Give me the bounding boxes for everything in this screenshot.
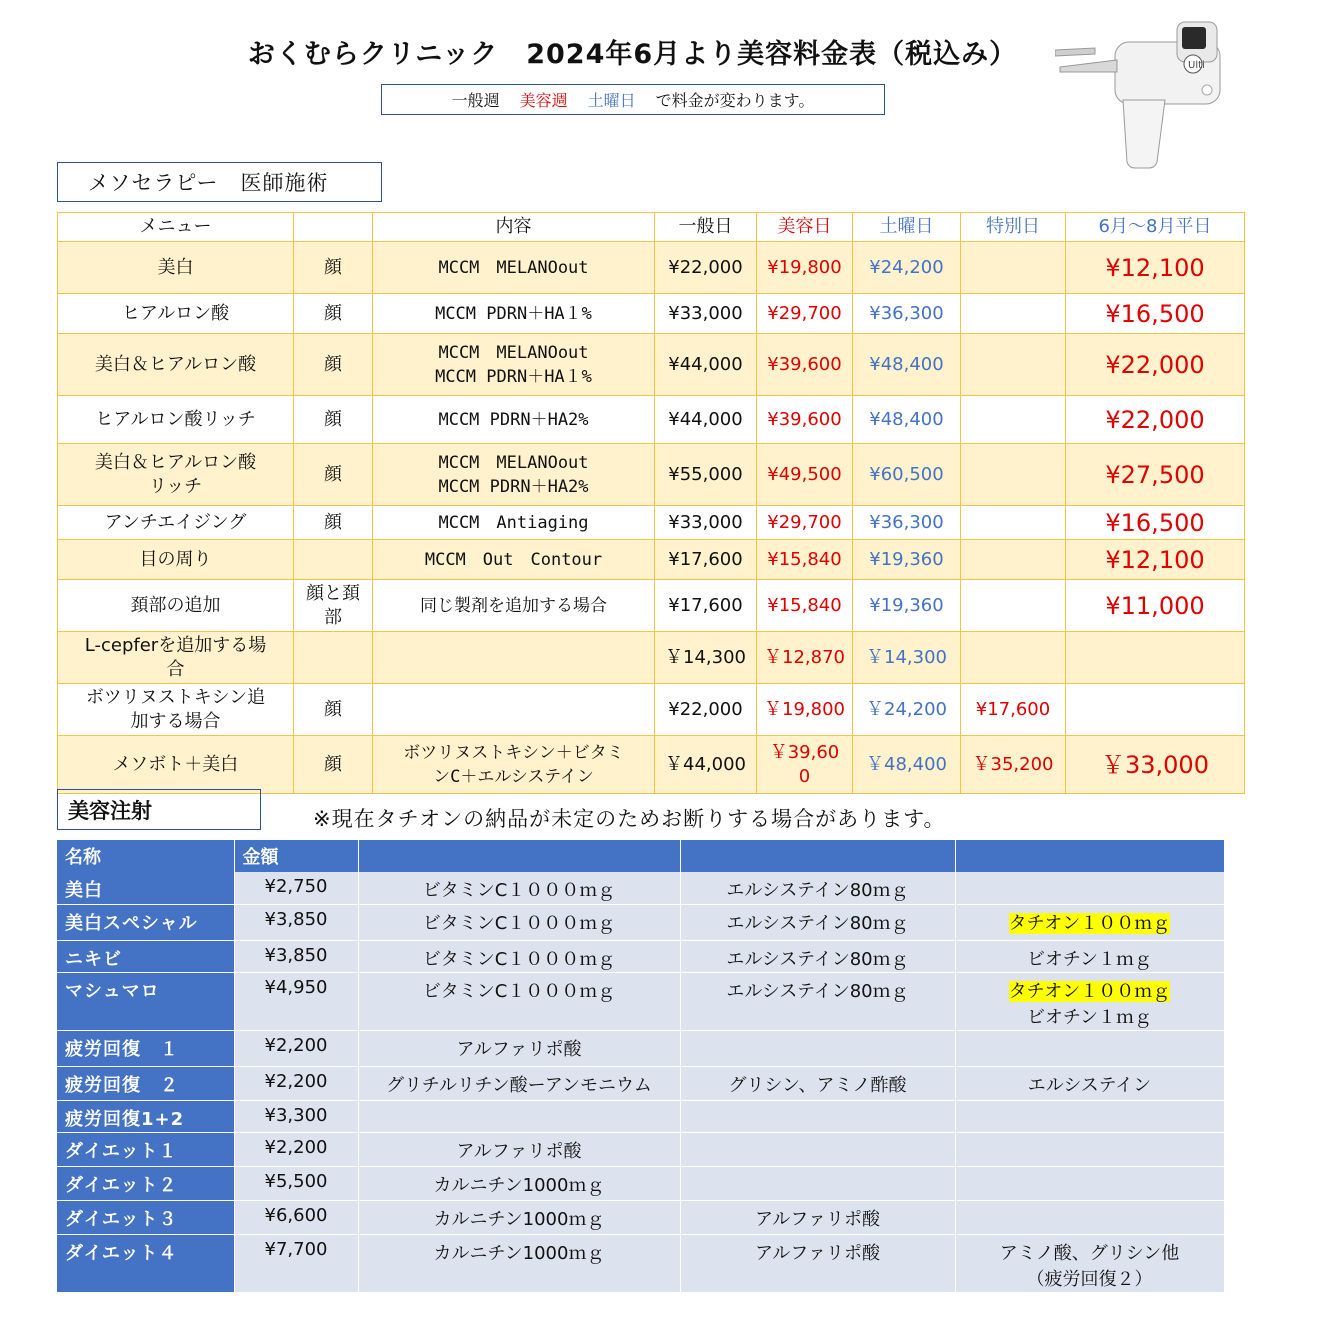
injection-price-cell: ¥4,950 — [234, 972, 358, 1030]
injection-ingredient1-cell: カルニチン1000ｍｇ — [358, 1200, 680, 1234]
injection-header-cell — [680, 840, 955, 872]
meso-menu-cell: メソボト＋美白 — [58, 736, 294, 794]
meso-header-cell: メニュー — [58, 213, 294, 242]
injection-header-cell: 名称 — [57, 840, 234, 872]
meso-summer-cell — [1066, 632, 1245, 684]
injection-price-cell: ¥2,200 — [234, 1132, 358, 1166]
injection-row — [57, 872, 1224, 904]
meso-saturday-cell: ￥24,200 — [853, 684, 961, 736]
meso-header-cell: 土曜日 — [853, 213, 961, 242]
meso-menu-cell: L-cepferを追加する場 合 — [58, 632, 294, 684]
meso-content-cell: MCCM MELANOout MCCM PDRN＋HA2% — [373, 444, 655, 506]
injection-ingredient3-cell — [955, 872, 1224, 904]
meso-summer-cell: ¥22,000 — [1066, 396, 1245, 444]
meso-special-cell: ¥17,600 — [961, 684, 1066, 736]
injection-ingredient1-cell: ビタミンC１０００ｍｇ — [358, 972, 680, 1030]
injection-ingredient2-cell — [680, 1132, 955, 1166]
meso-menu-cell: ボツリヌストキシン追 加する場合 — [58, 684, 294, 736]
injection-ingredient2-cell: エルシステイン80ｍｇ — [680, 972, 955, 1030]
meso-row — [58, 396, 1245, 444]
injection-ingredient2-cell: アルファリポ酸 — [680, 1200, 955, 1234]
meso-content-cell — [373, 632, 655, 684]
meso-special-cell — [961, 580, 1066, 632]
mesotherapy-section-title: メソセラピー 医師施術 — [57, 162, 382, 202]
injection-price-cell: ¥2,750 — [234, 872, 358, 904]
injection-ingredient1-cell: アルファリポ酸 — [358, 1030, 680, 1066]
brand-text: Ulti — [1188, 60, 1205, 71]
meso-area-cell: 顔 — [294, 736, 373, 794]
ingredient3-text: ビオチン１ｍｇ — [1026, 948, 1153, 970]
injection-ingredient1-cell: ビタミンC１０００ｍｇ — [358, 904, 680, 940]
meso-row — [58, 540, 1245, 580]
meso-header-cell: 6月～8月平日 — [1066, 213, 1245, 242]
injection-row — [57, 1030, 1224, 1066]
ingredient3-text: タチオン１００ｍｇ — [1008, 912, 1171, 934]
injection-price-cell: ¥5,500 — [234, 1166, 358, 1200]
meso-menu-cell: ヒアルロン酸リッチ — [58, 396, 294, 444]
injection-ingredient3-cell — [955, 940, 1224, 972]
meso-general-cell: ¥22,000 — [655, 684, 757, 736]
injection-ingredient2-cell — [680, 1030, 955, 1066]
injection-row — [57, 1166, 1224, 1200]
injection-name-cell: 疲労回復1+2 — [57, 1100, 234, 1132]
meso-content-cell: MCCM PDRN＋HA１% — [373, 294, 655, 334]
injection-ingredient2-cell — [680, 1166, 955, 1200]
injection-ingredient3-cell — [955, 1100, 1224, 1132]
injection-ingredient3-cell — [955, 1200, 1224, 1234]
meso-header-cell: 一般日 — [655, 213, 757, 242]
injection-name-cell: ダイエット２ — [57, 1166, 234, 1200]
injection-ingredient3-cell — [955, 1030, 1224, 1066]
meso-saturday-cell: ¥48,400 — [853, 396, 961, 444]
injection-ingredient2-cell — [680, 1100, 955, 1132]
meso-special-cell — [961, 294, 1066, 334]
meso-summer-cell: ¥16,500 — [1066, 294, 1245, 334]
meso-area-cell: 顔 — [294, 684, 373, 736]
meso-summer-cell: ¥27,500 — [1066, 444, 1245, 506]
meso-menu-cell: アンチエイジング — [58, 506, 294, 540]
meso-general-cell: ¥22,000 — [655, 242, 757, 294]
meso-special-cell — [961, 506, 1066, 540]
injection-row — [57, 1200, 1224, 1234]
notice-saturday: 土曜日 — [587, 91, 636, 110]
meso-header-cell: 特別日 — [961, 213, 1066, 242]
injection-name-cell: 美白 — [57, 872, 234, 904]
meso-summer-cell: ¥16,500 — [1066, 506, 1245, 540]
meso-beauty-cell: ¥29,700 — [757, 294, 853, 334]
meso-beauty-cell: ¥19,800 — [757, 242, 853, 294]
meso-special-cell: ￥35,200 — [961, 736, 1066, 794]
meso-general-cell: ¥44,000 — [655, 396, 757, 444]
mesotherapy-injector-gun-icon — [1055, 12, 1225, 172]
meso-saturday-cell: ¥19,360 — [853, 540, 961, 580]
injection-row — [57, 904, 1224, 940]
meso-content-cell: MCCM MELANOout MCCM PDRN＋HA１% — [373, 334, 655, 396]
mesotherapy-price-table — [57, 212, 1245, 794]
injection-row — [57, 1100, 1224, 1132]
meso-area-cell: 顔 — [294, 334, 373, 396]
meso-saturday-cell: ¥36,300 — [853, 506, 961, 540]
injection-row — [57, 1132, 1224, 1166]
meso-area-cell: 顔 — [294, 396, 373, 444]
injection-name-cell: ニキビ — [57, 940, 234, 972]
meso-special-cell — [961, 396, 1066, 444]
injection-ingredient1-cell: ビタミンC１０００ｍｇ — [358, 872, 680, 904]
notice-suffix: で料金が変わります。 — [655, 91, 815, 110]
injection-ingredient2-cell: エルシステイン80ｍｇ — [680, 940, 955, 972]
meso-beauty-cell: ¥29,700 — [757, 506, 853, 540]
injection-header-cell — [358, 840, 680, 872]
meso-area-cell: 顔 — [294, 294, 373, 334]
injection-name-cell: ダイエット４ — [57, 1234, 234, 1292]
meso-general-cell: ￥14,300 — [655, 632, 757, 684]
meso-menu-cell: 目の周り — [58, 540, 294, 580]
week-notice — [381, 84, 885, 115]
ingredient3-text: アミノ酸、グリシン他 — [999, 1242, 1180, 1264]
meso-beauty-cell: ￥19,800 — [757, 684, 853, 736]
injection-ingredient1-cell: カルニチン1000ｍｇ — [358, 1234, 680, 1292]
injection-ingredient1-cell: グリチルリチン酸ーアンモニウム — [358, 1066, 680, 1100]
injection-price-cell: ¥6,600 — [234, 1200, 358, 1234]
meso-general-cell: ￥44,000 — [655, 736, 757, 794]
injection-name-cell: ダイエット３ — [57, 1200, 234, 1234]
meso-summer-cell: ¥12,100 — [1066, 540, 1245, 580]
ingredient3-text: タチオン１００ｍｇ — [1008, 980, 1171, 1002]
meso-menu-cell: 美白 — [58, 242, 294, 294]
meso-special-cell — [961, 632, 1066, 684]
meso-beauty-cell: ¥15,840 — [757, 540, 853, 580]
injection-ingredient1-cell — [358, 1100, 680, 1132]
injection-ingredient2-cell: エルシステイン80ｍｇ — [680, 872, 955, 904]
injection-ingredient3-cell — [955, 1166, 1224, 1200]
injection-ingredient1-cell: ビタミンC１０００ｍｇ — [358, 940, 680, 972]
meso-general-cell: ¥44,000 — [655, 334, 757, 396]
injection-row — [57, 940, 1224, 972]
meso-row — [58, 294, 1245, 334]
meso-content-cell: MCCM PDRN＋HA2% — [373, 396, 655, 444]
injection-name-cell: ダイエット１ — [57, 1132, 234, 1166]
injection-ingredient1-cell: カルニチン1000ｍｇ — [358, 1166, 680, 1200]
meso-row — [58, 506, 1245, 540]
meso-saturday-cell: ¥60,500 — [853, 444, 961, 506]
injection-ingredient2-cell: エルシステイン80ｍｇ — [680, 904, 955, 940]
meso-special-cell — [961, 334, 1066, 396]
meso-summer-cell: ¥11,000 — [1066, 580, 1245, 632]
notice-beauty: 美容週 — [519, 91, 568, 110]
meso-content-cell: MCCM Antiaging — [373, 506, 655, 540]
notice-general: 一般週 — [451, 91, 500, 110]
meso-saturday-cell: ￥14,300 — [853, 632, 961, 684]
ingredient3-subtext: ビオチン１ｍｇ — [1026, 1006, 1153, 1028]
injection-header-row — [57, 840, 1224, 872]
injection-row — [57, 1234, 1224, 1292]
meso-row — [58, 632, 1245, 684]
meso-summer-cell: ¥12,100 — [1066, 242, 1245, 294]
meso-general-cell: ¥17,600 — [655, 540, 757, 580]
meso-row — [58, 684, 1245, 736]
meso-row — [58, 736, 1245, 794]
injection-row — [57, 972, 1224, 1030]
meso-menu-cell: 美白＆ヒアルロン酸 リッチ — [58, 444, 294, 506]
meso-saturday-cell: ¥36,300 — [853, 294, 961, 334]
meso-summer-cell — [1066, 684, 1245, 736]
meso-beauty-cell: ¥39,600 — [757, 334, 853, 396]
injection-price-cell: ¥3,850 — [234, 904, 358, 940]
injection-name-cell: 疲労回復 １ — [57, 1030, 234, 1066]
injection-ingredient2-cell: グリシン、アミノ酢酸 — [680, 1066, 955, 1100]
meso-header-cell: 美容日 — [757, 213, 853, 242]
injection-ingredient3-cell — [955, 972, 1224, 1030]
ingredient3-text: エルシステイン — [1027, 1074, 1152, 1096]
meso-area-cell — [294, 540, 373, 580]
meso-special-cell — [961, 242, 1066, 294]
meso-general-cell: ¥33,000 — [655, 294, 757, 334]
meso-beauty-cell: ¥15,840 — [757, 580, 853, 632]
injection-ingredient1-cell: アルファリポ酸 — [358, 1132, 680, 1166]
meso-area-cell — [294, 632, 373, 684]
meso-beauty-cell: ￥12,870 — [757, 632, 853, 684]
injection-name-cell: 美白スペシャル — [57, 904, 234, 940]
tathion-notice: ※現在タチオンの納品が未定のためお断りする場合があります。 — [313, 807, 946, 831]
meso-menu-cell: ヒアルロン酸 — [58, 294, 294, 334]
injection-price-cell: ¥2,200 — [234, 1066, 358, 1100]
meso-menu-cell: 頚部の追加 — [58, 580, 294, 632]
injection-ingredient3-cell — [955, 904, 1224, 940]
meso-area-cell: 顔 — [294, 506, 373, 540]
meso-row — [58, 444, 1245, 506]
injection-price-cell: ¥2,200 — [234, 1030, 358, 1066]
meso-content-cell: ボツリヌストキシン＋ビタミ ンC＋エルシステイン — [373, 736, 655, 794]
injection-header-cell — [955, 840, 1224, 872]
meso-beauty-cell: ¥49,500 — [757, 444, 853, 506]
meso-header-cell — [294, 213, 373, 242]
injection-ingredient3-cell — [955, 1132, 1224, 1166]
meso-summer-cell: ¥22,000 — [1066, 334, 1245, 396]
injection-name-cell: 疲労回復 ２ — [57, 1066, 234, 1100]
meso-general-cell: ¥55,000 — [655, 444, 757, 506]
meso-row — [58, 580, 1245, 632]
page-title: おくむらクリニック 2024年6月より美容料金表（税込み） — [247, 39, 1018, 70]
meso-row — [58, 334, 1245, 396]
meso-content-cell: MCCM Out Contour — [373, 540, 655, 580]
meso-content-cell: MCCM MELANOout — [373, 242, 655, 294]
meso-area-cell: 顔 — [294, 242, 373, 294]
meso-saturday-cell: ￥48,400 — [853, 736, 961, 794]
injection-row — [57, 1066, 1224, 1100]
injection-price-cell: ¥3,850 — [234, 940, 358, 972]
meso-row — [58, 242, 1245, 294]
meso-summer-cell: ￥33,000 — [1066, 736, 1245, 794]
meso-saturday-cell: ¥19,360 — [853, 580, 961, 632]
injection-price-cell: ¥3,300 — [234, 1100, 358, 1132]
meso-saturday-cell: ¥48,400 — [853, 334, 961, 396]
injection-ingredient3-cell — [955, 1234, 1224, 1292]
injection-section-title: 美容注射 — [57, 789, 261, 830]
meso-general-cell: ¥33,000 — [655, 506, 757, 540]
meso-content-cell: 同じ製剤を追加する場合 — [373, 580, 655, 632]
injection-ingredient2-cell: アルファリポ酸 — [680, 1234, 955, 1292]
meso-special-cell — [961, 444, 1066, 506]
injection-price-table — [57, 840, 1225, 1293]
meso-header-row — [58, 213, 1245, 242]
meso-beauty-cell: ￥39,60 0 — [757, 736, 853, 794]
meso-area-cell: 顔と頚 部 — [294, 580, 373, 632]
meso-header-cell: 内容 — [373, 213, 655, 242]
meso-area-cell: 顔 — [294, 444, 373, 506]
injection-header-cell: 金額 — [234, 840, 358, 872]
meso-beauty-cell: ¥39,600 — [757, 396, 853, 444]
meso-special-cell — [961, 540, 1066, 580]
meso-menu-cell: 美白＆ヒアルロン酸 — [58, 334, 294, 396]
meso-general-cell: ¥17,600 — [655, 580, 757, 632]
meso-content-cell — [373, 684, 655, 736]
ingredient3-subtext: （疲労回復２） — [1026, 1268, 1153, 1290]
injection-price-cell: ¥7,700 — [234, 1234, 358, 1292]
injection-name-cell: マシュマロ — [57, 972, 234, 1030]
meso-saturday-cell: ¥24,200 — [853, 242, 961, 294]
injection-ingredient3-cell — [955, 1066, 1224, 1100]
